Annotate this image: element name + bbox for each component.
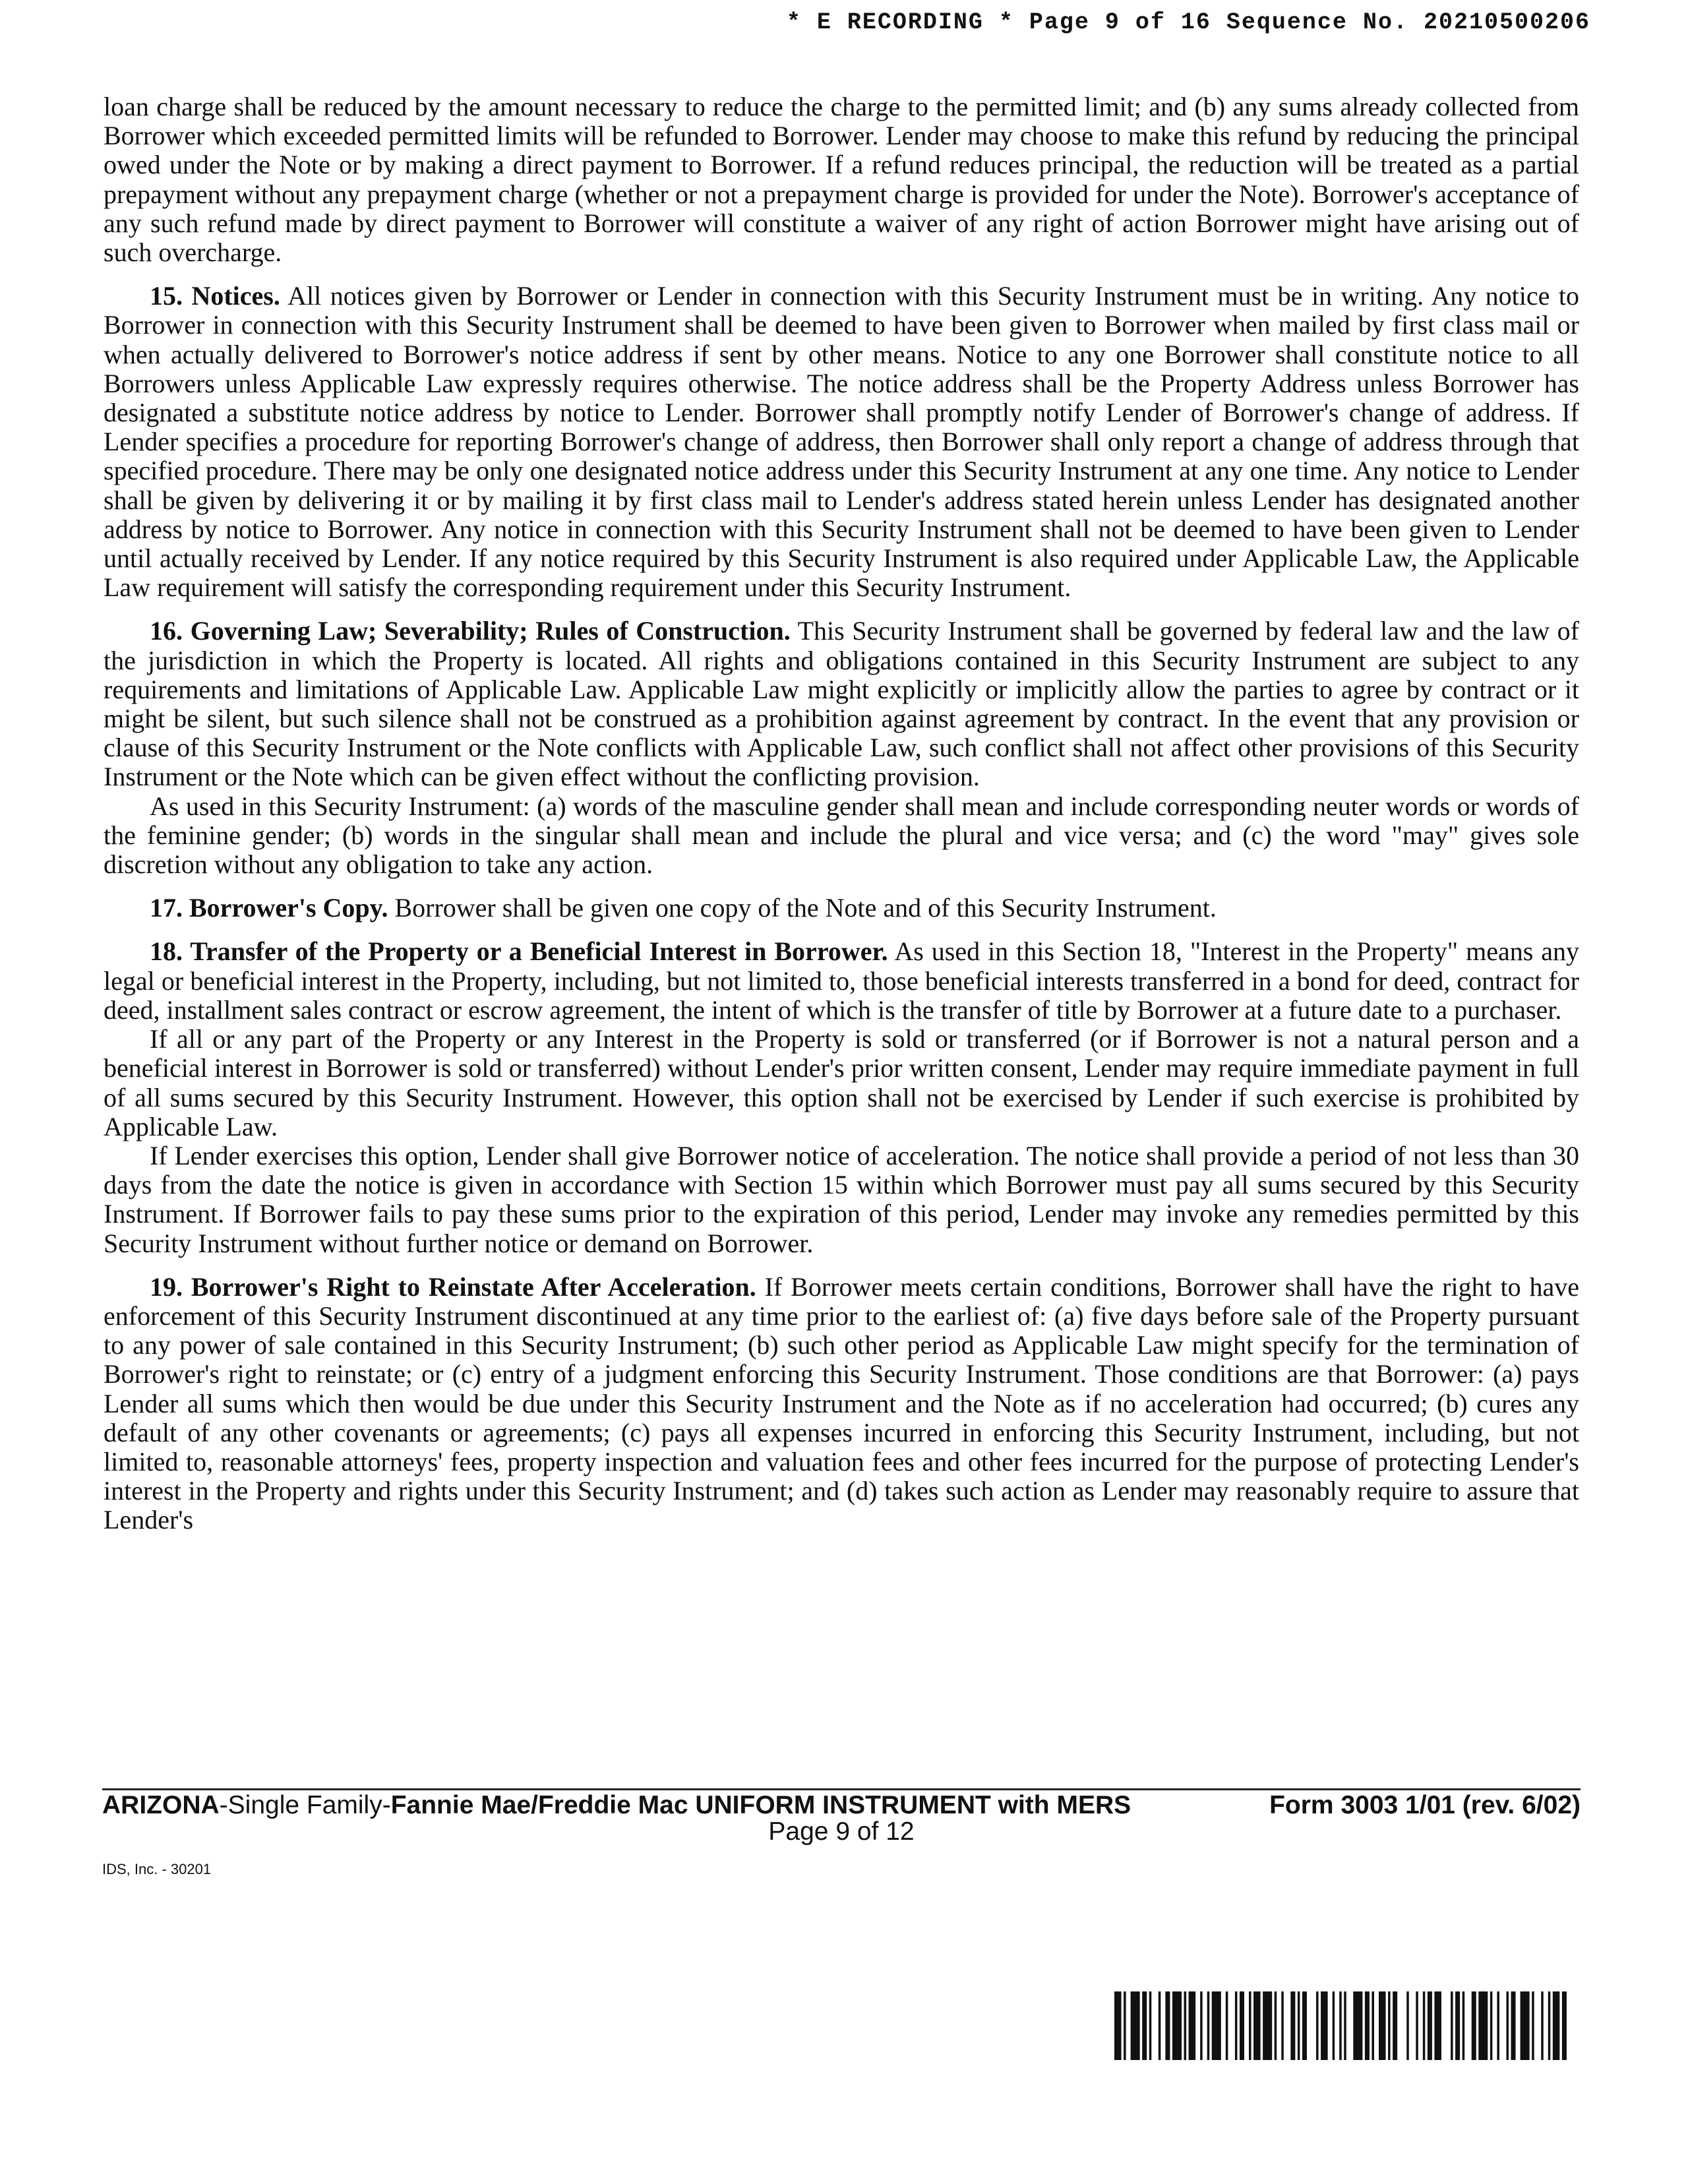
document-body — [104, 92, 1579, 1535]
section-17-heading: 17. Borrower's Copy. — [150, 893, 388, 923]
section-17-text: Borrower shall be given one copy of the Note and of this Security Instrument. — [388, 893, 1217, 923]
recording-header: * E RECORDING * Page 9 of 16 Sequence No. 20210500206 — [786, 9, 1590, 36]
section-15-text: All notices given by Borrower or Lender in connection with this Security Instrument must be in writing. Any notice to Borrower in connection with this Security Instrument shall be deemed to have been given to Borrower when mailed by first class mail or when actually delivered to Borrower's notice address if sent by other means. Notice to any one Borrower shall constitute notice to all Borrowers unless Applicable Law expressly requires otherwise. The notice address shall be the Property Address unless Borrower has designated a substitute notice address by notice to Lender. Borrower shall promptly notify Lender of Borrower's change of address. If Lender specifies a procedure for reporting Borrower's change of address, then Borrower shall only report a change of address through that specified procedure. There may be only one designated notice address under this Security Instrument at any one time. Any notice to Lender shall be given by delivering it or by mailing it by first class mail to Lender's address stated herein unless Lender has designated another address by notice to Borrower. Any notice in connection with this Security Instrument shall not be deemed to have been given to Lender until actually received by Lender. If any notice required by this Security Instrument is also required under Applicable Law, the Applicable Law requirement will satisfy the corresponding requirement under this Security Instrument. — [104, 281, 1580, 603]
footer-form-line — [102, 1791, 1581, 1820]
section-19-text: If Borrower meets certain conditions, Borrower shall have the right to have enforcement of this Security Instrument discontinued at any time prior to the earliest of: (a) five days before sale of the Property pursuant to any power of sale contained in this Security Instrument; (b) such other period as Applicable Law might specify for the termination of Borrower's right to reinstate; or (c) entry of a judgment enforcing this Security Instrument. Those conditions are that Borrower: (a) pays Lender all sums which then would be due under this Security Instrument and the Note as if no acceleration had occurred; (b) cures any default of any other covenants or agreements; (c) pays all expenses incurred in enforcing this Security Instrument, including, but not limited to, reasonable attorneys' fees, property inspection and valuation fees and other fees incurred for the purpose of protecting Lender's interest in the Property and rights under this Security Instrument; and (d) takes such action as Lender may reasonably require to assure that Lender's — [104, 1271, 1580, 1535]
section-18-paragraph-2: If all or any part of the Property or any Interest in the Property is sold or transferred (or if Borrower is not a natural person and a beneficial interest in Borrower is sold or transferred) without Lender's prior written consent, Lender may require immediate payment in full of all sums secured by this Security Instrument. However, this option shall not be exercised by Lender if such exercise is prohibited by Applicable Law. — [104, 1024, 1579, 1141]
section-18-paragraph-3: If Lender exercises this option, Lender shall give Borrower notice of acceleration. The notice shall provide a period of not less than 30 days from the date the notice is given in accordance with Section 15 within which Borrower must pay all sums secured by this Security Instrument. If Borrower fails to pay these sums prior to the expiration of this period, Lender may invoke any remedies permitted by this Security Instrument without further notice or demand on Borrower. — [104, 1140, 1579, 1258]
section-19 — [104, 1273, 1579, 1535]
section-16-heading: 16. Governing Law; Severability; Rules of Construction. — [150, 616, 791, 646]
section-16-text: This Security Instrument shall be governed by federal law and the law of the jurisdiction in which the Property is located. All rights and obligations contained in this Security Instrument are subject to any requirements and limitations of Applicable Law. Applicable Law might explicitly or implicitly allow the parties to agree by contract or it might be silent, but such silence shall not be construed as a prohibition against agreement by contract. In the event that any provision or clause of this Security Instrument or the Note conflicts with Applicable Law, such conflict shall not affect other provisions of this Security Instrument or the Note which can be given effect without the conflicting provision. — [104, 616, 1579, 792]
footer-divider — [102, 1788, 1581, 1790]
footer-instrument: Fannie Mae/Freddie Mac UNIFORM INSTRUMENT with MERS — [390, 1791, 1131, 1819]
footer-form-number: Form 3003 1/01 (rev. 6/02) — [1269, 1791, 1581, 1819]
barcode-image — [1114, 1991, 1576, 2060]
section-17 — [104, 894, 1579, 923]
page-footer — [102, 1791, 1581, 1846]
section-18-heading: 18. Transfer of the Property or a Beneficial Interest in Borrower. — [150, 936, 888, 967]
section-15-heading: 15. Notices. — [150, 281, 280, 311]
section-18 — [104, 937, 1579, 1025]
section-18-text: As used in this Section 18, "Interest in the Property" means any legal or beneficial interest in the Property, including, but not limited to, those beneficial interests transferred in a bond for deed, contract for deed, installment sales contract or escrow agreement, the intent of which is the transfer of title by Borrower at a future date to a purchaser. — [104, 936, 1579, 1025]
section-15 — [104, 282, 1579, 602]
section-19-heading: 19. Borrower's Right to Reinstate After Acceleration. — [150, 1271, 756, 1302]
paragraph-intro: loan charge shall be reduced by the amount necessary to reduce the charge to the permitted limit; and (b) any sums already collected from Borrower which exceeded permitted limits will be refunded to Borrower. Lender may choose to make this refund by reducing the principal owed under the Note or by making a direct payment to Borrower. If a refund reduces principal, the reduction will be treated as a partial prepayment without any prepayment charge (whether or not a prepayment charge is provided for under the Note). Borrower's acceptance of any such refund made by direct payment to Borrower will constitute a waiver of any right of action Borrower might have arising out of such overcharge. — [104, 92, 1579, 268]
footer-family: -Single Family- — [219, 1791, 391, 1819]
section-16-paragraph-2: As used in this Security Instrument: (a) words of the masculine gender shall mean and include corresponding neuter words or words of the feminine gender; (b) words in the singular shall mean and include the plural and vice versa; and (c) the word "may" gives sole discretion without any obligation to take any action. — [104, 791, 1579, 880]
footer-instrument-title — [102, 1791, 1131, 1820]
footer-state: ARIZONA — [102, 1791, 220, 1819]
footer-page-number: Page 9 of 12 — [768, 1817, 915, 1846]
section-16 — [104, 617, 1579, 791]
vendor-code: IDS, Inc. - 30201 — [102, 1861, 212, 1877]
